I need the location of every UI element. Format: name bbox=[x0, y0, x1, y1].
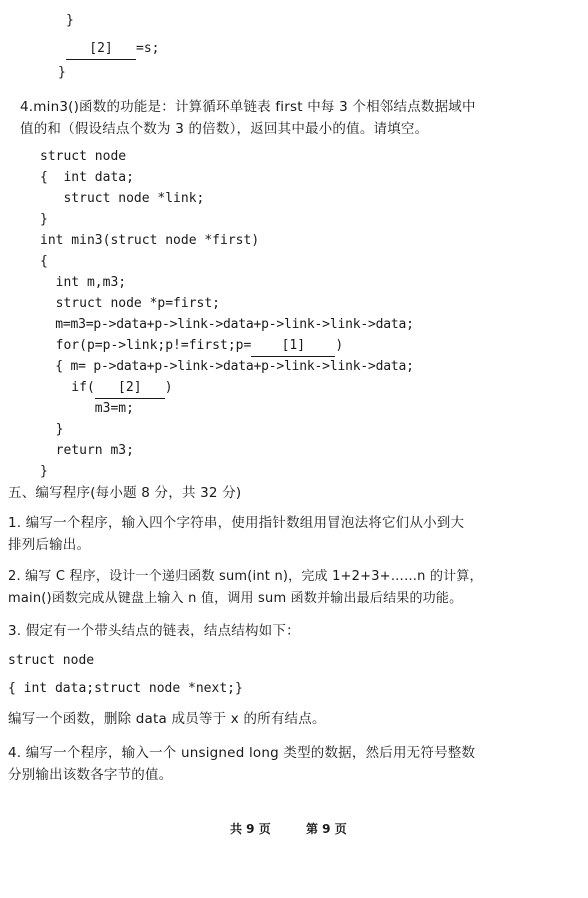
problem-4-text: 4. 编写一个程序，输入一个 unsigned long 类型的数据，然后用无符号整数 bbox=[8, 745, 476, 761]
code-line: struct node bbox=[40, 149, 127, 164]
code-line bbox=[40, 377, 173, 399]
code-fragment: if( bbox=[40, 380, 95, 395]
code-line bbox=[40, 335, 343, 357]
code-line: int m,m3; bbox=[40, 275, 127, 290]
problem-4-text: 分别输出该数各字节的值。 bbox=[8, 767, 173, 783]
code-fragment: ) bbox=[164, 380, 173, 395]
code-line: struct node bbox=[8, 653, 95, 668]
code-line: { bbox=[40, 254, 48, 269]
code-line: } bbox=[58, 65, 66, 80]
code-line: } bbox=[66, 13, 74, 28]
problem-3-text: 编写一个函数，删除 data 成员等于 x 的所有结点。 bbox=[8, 711, 326, 727]
code-line: { int data;struct node *next;} bbox=[8, 681, 243, 696]
problem-2-text: 2. 编写 C 程序，设计一个递归函数 sum(int n)，完成 1+2+3+……n 的计算， bbox=[8, 569, 483, 584]
code-line: { m= p->data+p->link->data+p->link->link->data; bbox=[40, 359, 414, 374]
code-fragment: for(p=p->link;p!=first;p= bbox=[40, 338, 252, 353]
question-4-text: 4.min3()函数的功能是：计算循环单链表 first 中每 3 个相邻结点数据域中 bbox=[20, 99, 476, 115]
code-line: struct node *link; bbox=[40, 191, 205, 206]
code-line: } bbox=[40, 464, 48, 479]
code-line: int min3(struct node *first) bbox=[40, 233, 260, 248]
page-number: 第 9 页 bbox=[306, 822, 347, 836]
code-fragment: =s; bbox=[136, 41, 160, 56]
question-4-text: 值的和（假设结点个数为 3 的倍数），返回其中最小的值。请填空。 bbox=[20, 121, 429, 137]
code-line: } bbox=[40, 212, 48, 227]
code-line: { int data; bbox=[40, 170, 134, 185]
section-title: 五、编写程序(每小题 8 分，共 32 分) bbox=[8, 485, 242, 501]
code-fragment: ) bbox=[335, 338, 344, 353]
code-line bbox=[66, 38, 159, 60]
code-line: m3=m; bbox=[40, 401, 134, 416]
problem-2-text: main()函数完成从键盘上输入 n 值，调用 sum 函数并输出最后结果的功能。 bbox=[8, 591, 463, 606]
answer-blank: [2] bbox=[66, 38, 136, 60]
page-total: 共 9 页 bbox=[230, 822, 271, 836]
code-line: m=m3=p->data+p->link->data+p->link->link->data; bbox=[40, 317, 414, 332]
code-line: struct node *p=first; bbox=[40, 296, 221, 311]
answer-blank: [1] bbox=[251, 335, 335, 357]
answer-blank: [2] bbox=[95, 377, 165, 399]
code-line: return m3; bbox=[40, 443, 134, 458]
problem-1-text: 排列后输出。 bbox=[8, 537, 91, 553]
problem-3-text: 3. 假定有一个带头结点的链表，结点结构如下： bbox=[8, 623, 300, 639]
problem-1-text: 1. 编写一个程序，输入四个字符串，使用指针数组用冒泡法将它们从小到大 bbox=[8, 515, 465, 531]
code-line: } bbox=[40, 422, 64, 437]
